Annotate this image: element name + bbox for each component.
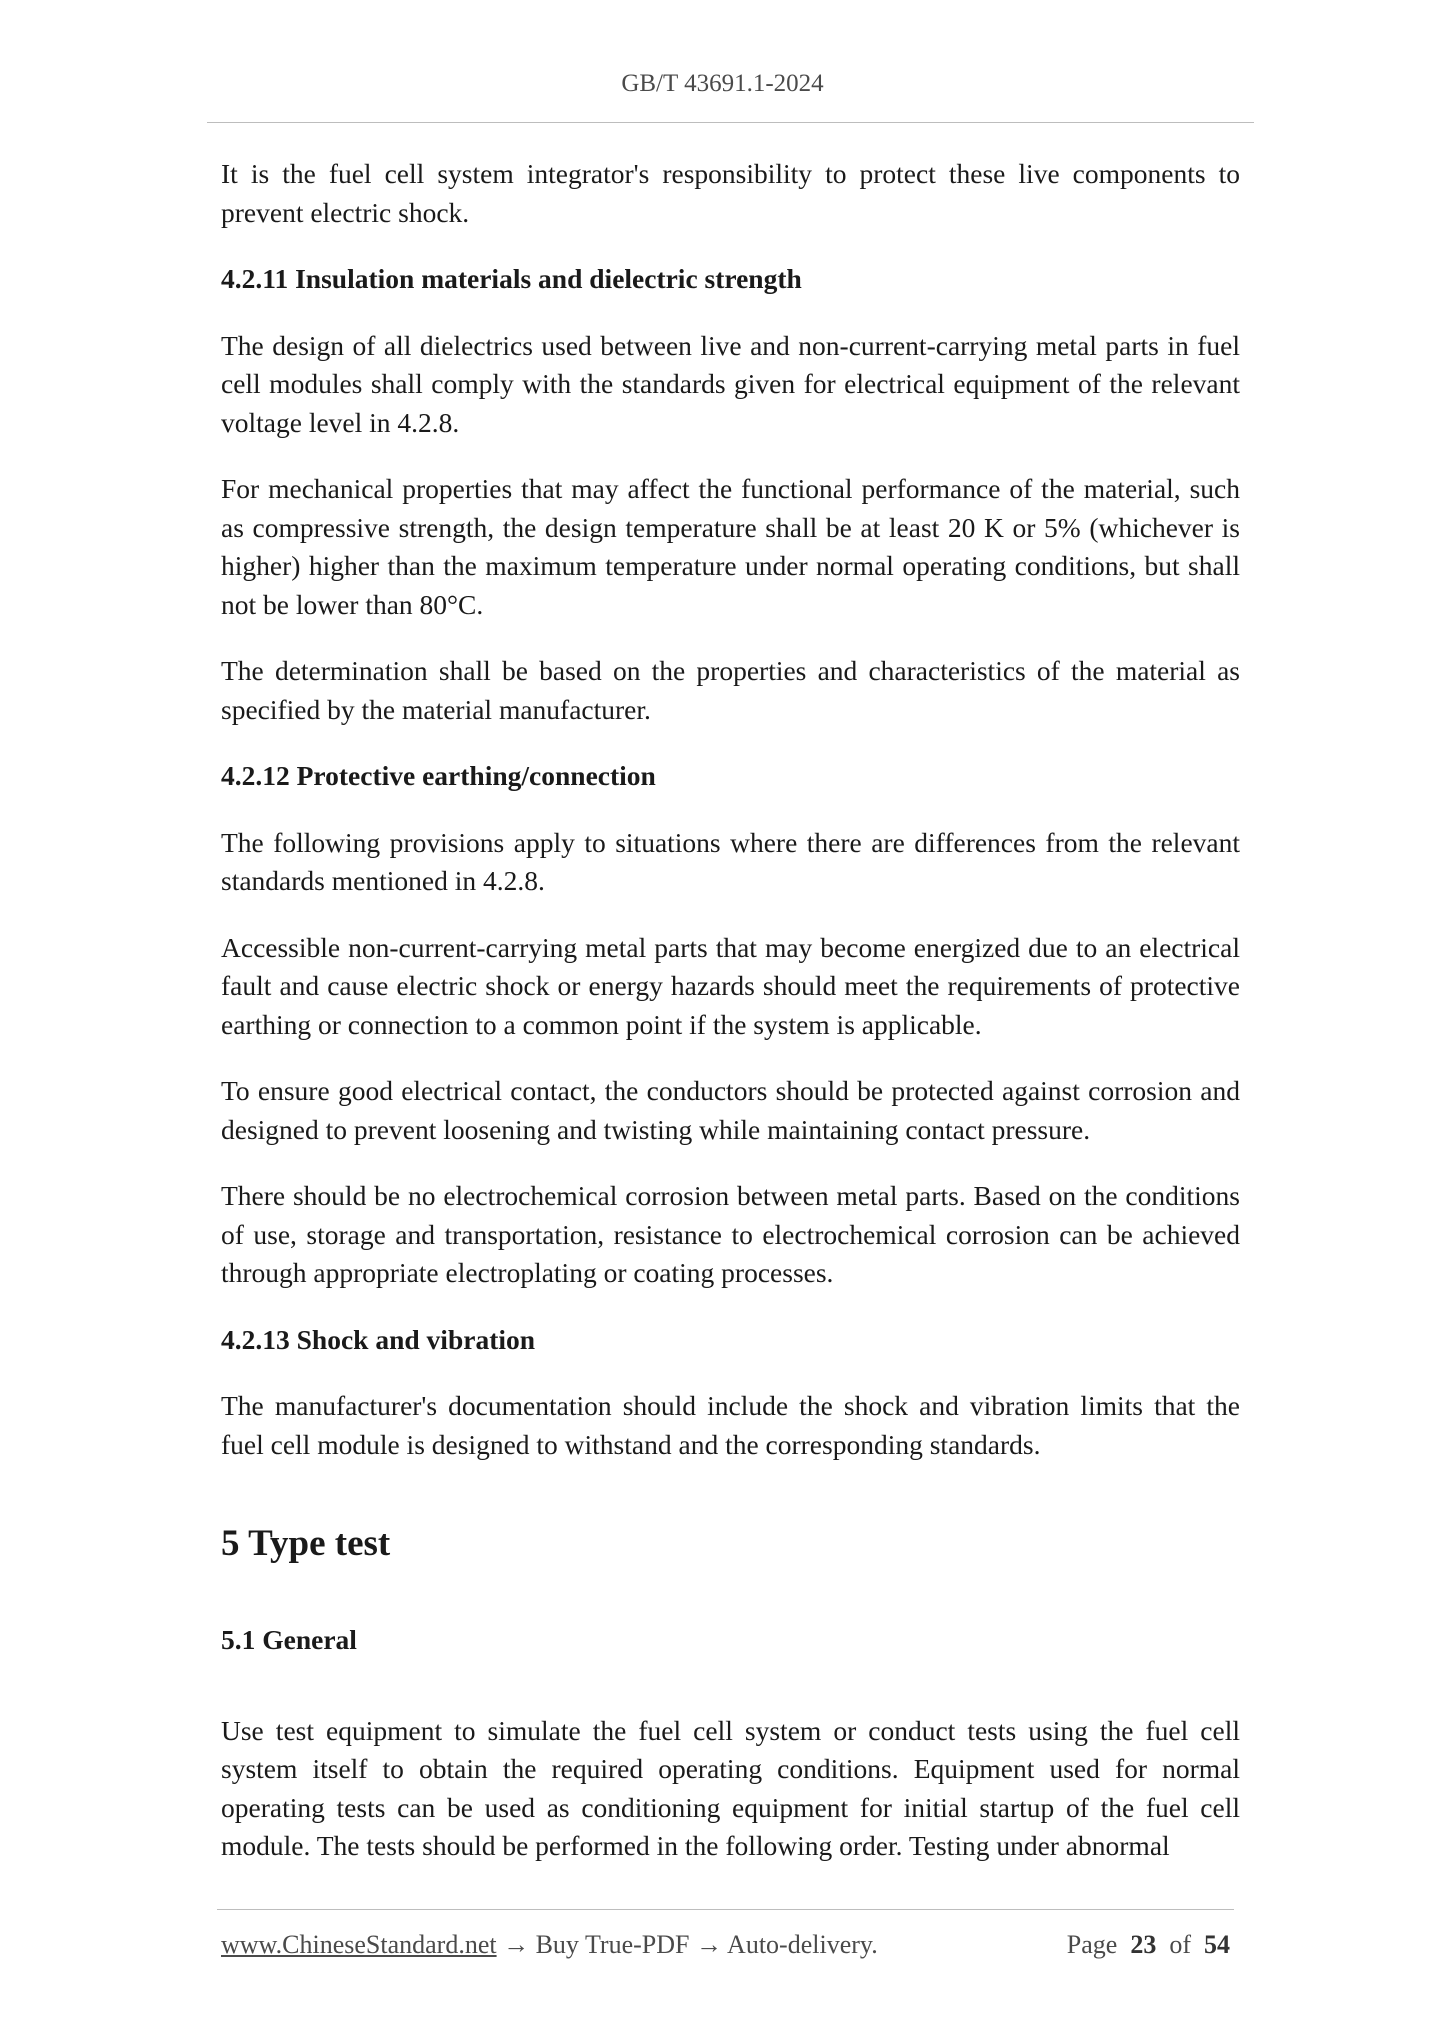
chinesestandard-link[interactable]: www.ChineseStandard.net xyxy=(221,1930,497,1959)
page-content xyxy=(221,155,1240,1894)
footer-promo xyxy=(221,1930,878,1960)
page-footer xyxy=(221,1930,1230,1960)
header-divider xyxy=(207,122,1254,123)
paragraph-4-2-11-a: The design of all dielectrics used between live and non-current-carrying metal parts in fuel cell modules shall comply with the standards given for electrical equipment of the relevant voltage level in 4.2.8. xyxy=(221,329,1240,438)
paragraph-4-2-11-b: For mechanical properties that may affect the functional performance of the material, such as compressive strength, the design temperature shall be at least 20 K or 5% (whichever is higher) higher than the maximum temperature under normal operating conditions, but shall not be lower than 80°C. xyxy=(221,473,1240,620)
page-number xyxy=(1067,1930,1230,1960)
page-total: 54 xyxy=(1204,1930,1230,1959)
footer-promo-text: → Buy True-PDF → Auto-delivery. xyxy=(496,1930,878,1959)
heading-4-2-13: 4.2.13 Shock and vibration xyxy=(221,1323,536,1355)
footer-divider xyxy=(217,1909,1234,1910)
document-header: GB/T 43691.1-2024 xyxy=(621,70,824,97)
page-label: Page xyxy=(1066,1930,1118,1959)
paragraph-4-2-12-c: To ensure good electrical contact, the conductors should be protected against corrosion and designed to prevent loosening and twisting while maintaining contact pressure. xyxy=(221,1075,1240,1145)
paragraph-4-2-11-c: The determination shall be based on the properties and characteristics of the material as specified by the material manufacturer. xyxy=(221,655,1240,725)
heading-5-type-test: 5 Type test xyxy=(221,1523,391,1564)
heading-5-1: 5.1 General xyxy=(221,1624,357,1655)
heading-4-2-12: 4.2.12 Protective earthing/connection xyxy=(221,760,656,791)
paragraph-4-2-12-b: Accessible non-current-carrying metal parts that may become energized due to an electrical fault and cause electric shock or energy hazards should meet the requirements of protective earthing or connection to a common point if the system is applicable. xyxy=(221,931,1240,1040)
page-of: of xyxy=(1169,1930,1191,1959)
paragraph-4-2-13-a: The manufacturer's documentation should include the shock and vibration limits that the fuel cell module is designed to withstand and the corresponding standards. xyxy=(221,1390,1240,1460)
paragraph-4-2-12-d: There should be no electrochemical corrosion between metal parts. Based on the conditions of use, storage and transportation, resistance to electrochemical corrosion can be achieved through appropriate electroplating or coating processes. xyxy=(221,1180,1240,1288)
paragraph-5-1-a: Use test equipment to simulate the fuel cell system or conduct tests using the fuel cell system itself to obtain the required operating conditions. Equipment used for normal operating tests can be used as conditioning equipment for initial startup of the fuel cell module. The tests should be performed in the following order. Testing under abnormal xyxy=(221,1714,1240,1861)
paragraph-4-2-12-a: The following provisions apply to situations where there are differences from the relevant standards mentioned in 4.2.8. xyxy=(221,826,1240,896)
heading-4-2-11: 4.2.11 Insulation materials and dielectric strength xyxy=(221,263,802,294)
page-current: 23 xyxy=(1130,1930,1157,1959)
paragraph-intro: It is the fuel cell system integrator's responsibility to protect these live components to prevent electric shock. xyxy=(221,158,1240,228)
